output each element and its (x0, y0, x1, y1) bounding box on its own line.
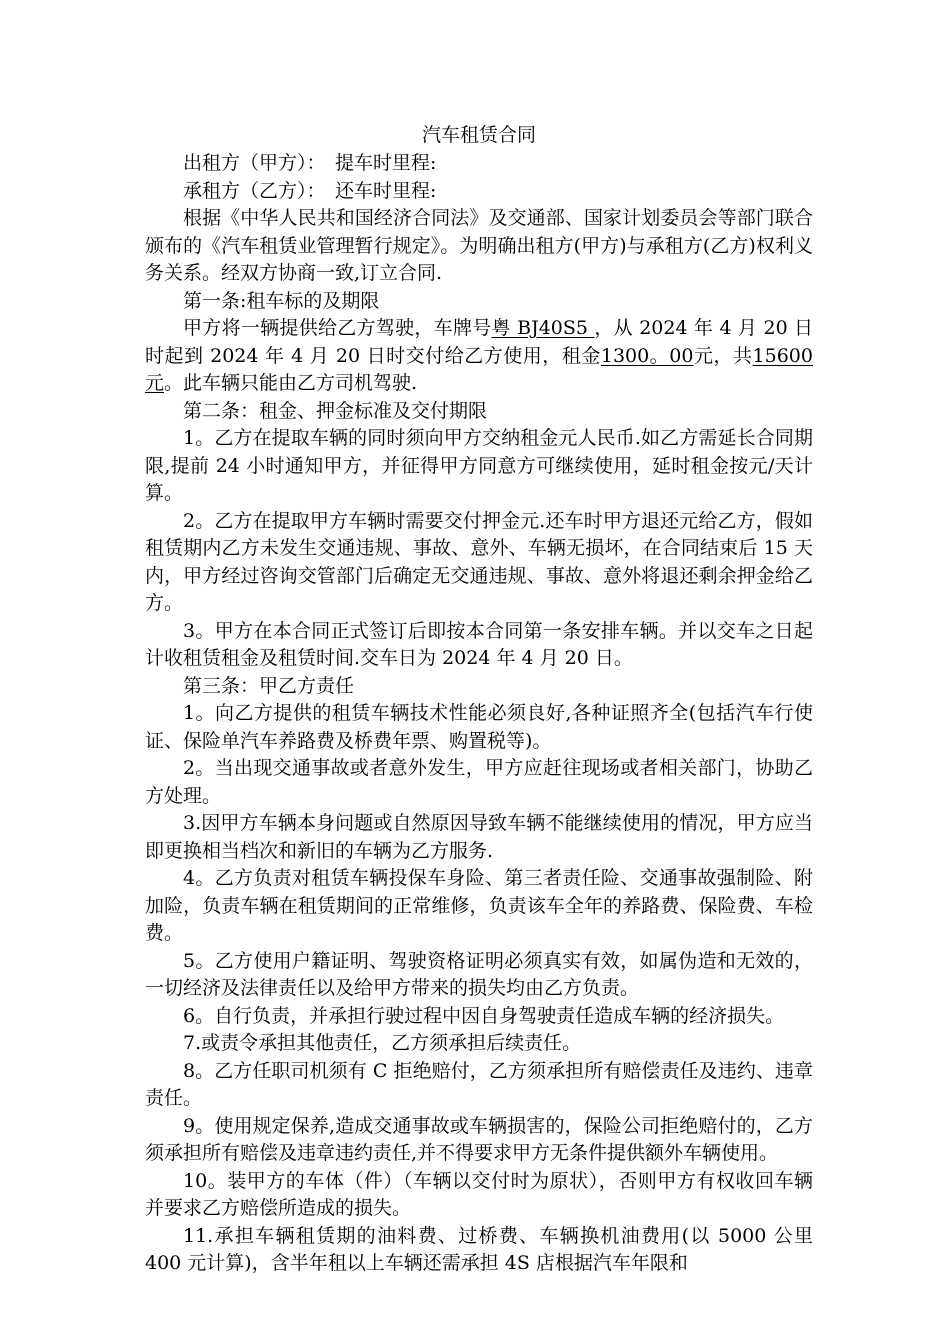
article-3-item: 11.承担车辆租赁期的油料费、过桥费、车辆换机油费用(以 5000 公里 400 元计算)，含半年租以上车辆还需承担 4S 店根据汽车年限和 (145, 1224, 813, 1274)
rent-value: 1300。00 (600, 344, 694, 367)
lessee-line: 承租方（乙方）： 还车时里程: (183, 179, 437, 202)
lessor-line: 出租方（甲方）： 提车时里程: (183, 152, 437, 174)
article-1-heading: 第一条:租车标的及期限 (183, 289, 380, 312)
document-title: 汽车租赁合同 (421, 124, 536, 146)
article-1-text-b: ，从 2024 年 4 月 20 日时起到 2024 年 4 月 20 日时交付给乙方使用，租金 (145, 317, 813, 367)
preamble-paragraph: 根据《中华人民共和国经济合同法》及交通部、国家计划委员会等部门联合颁布的《汽车租赁业管理暂行规定》。为明确出租方(甲方)与承租方(乙方)权利义务关系。经双方协商一致,订立合同. (145, 207, 813, 284)
article-3-item: 10。装甲方的车体（件）（车辆以交付时为原状），否则甲方有权收回车辆并要求乙方赔偿所造成的损失。 (145, 1169, 813, 1219)
article-3-item: 6。自行负责，并承担行驶过程中因自身驾驶责任造成车辆的经济损失。 (183, 1004, 785, 1027)
article-3-item: 4。乙方负责对租赁车辆投保车身险、第三者责任险、交通事故强制险、附加险，负责车辆在租赁期间的正常维修，负责该车全年的养路费、保险费、车检费。 (145, 867, 813, 944)
article-1-text-d: 。此车辆只能由乙方司机驾驶. (164, 372, 418, 394)
license-plate-value: 粤 BJ40S5 (491, 317, 595, 339)
article-3-heading: 第三条：甲乙方责任 (183, 674, 355, 697)
article-3-item: 9。使用规定保养,造成交通事故或车辆损害的，保险公司拒绝赔付的，乙方须承担所有赔偿及违章违约责任,并不得要求甲方无条件提供额外车辆使用。 (145, 1114, 813, 1164)
article-3-item: 7.或责令承担其他责任，乙方须承担后续责任。 (183, 1032, 582, 1054)
article-3-item: 1。向乙方提供的租赁车辆技术性能必须良好,各种证照齐全(包括汽车行使证、保险单汽车养路费及桥费年票、购置税等)。 (145, 702, 813, 752)
article-1-body (145, 315, 813, 398)
total-value: 15600 元 (145, 344, 813, 394)
article-3-item: 8。乙方任职司机须有 C 拒绝赔付，乙方须承担所有赔偿责任及违约、违章责任。 (145, 1059, 813, 1109)
article-2-item: 3。甲方在本合同正式签订后即按本合同第一条安排车辆。并以交车之日起计收租赁租金及租赁时间.交车日为 2024 年 4 月 20 日。 (145, 619, 813, 669)
article-3-item: 3.因甲方车辆本身问题或自然原因导致车辆不能继续使用的情况，甲方应当即更换相当档次和新旧的车辆为乙方服务. (145, 812, 813, 862)
article-1-text-c: 元，共 (693, 344, 753, 367)
article-3-item: 2。当出现交通事故或者意外发生，甲方应赶往现场或者相关部门，协助乙方处理。 (145, 757, 813, 807)
article-3-item: 5。乙方使用户籍证明、驾驶资格证明必须真实有效，如属伪造和无效的，一切经济及法律责任以及给甲方带来的损失均由乙方负责。 (145, 949, 813, 999)
article-2-heading: 第二条：租金、押金标准及交付期限 (183, 399, 488, 422)
article-1-text-a: 甲方将一辆提供给乙方驾驶，车牌号 (183, 317, 492, 339)
article-2-item: 2。乙方在提取甲方车辆时需要交付押金元.还车时甲方退还元给乙方，假如租赁期内乙方未发生交通违规、事故、意外、车辆无损坏，在合同结束后 15 天内，甲方经过咨询交管部门后确定无交通违规、事故、意外将退还剩余押金给乙方。 (145, 509, 813, 614)
contract-document (145, 120, 813, 1278)
article-2-item: 1。乙方在提取车辆的同时须向甲方交纳租金元人民币.如乙方需延长合同期限,提前 24 小时通知甲方，并征得甲方同意方可继续使用，延时租金按元/天计算。 (145, 427, 813, 504)
